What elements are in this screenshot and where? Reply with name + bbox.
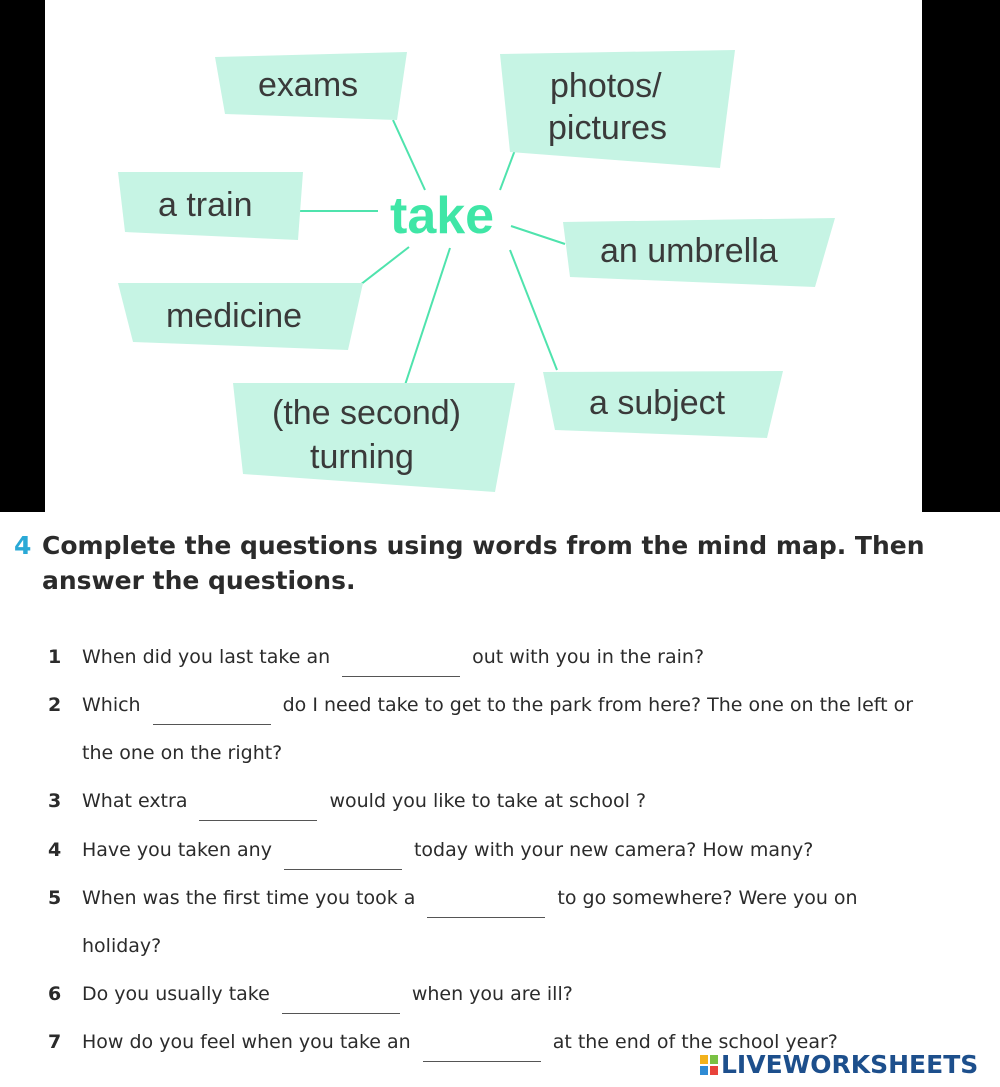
question-text-after: do I need take to get to the park from here? The one on the left or <box>282 694 914 716</box>
word-exams: exams <box>258 66 359 104</box>
question-5-continuation: holiday? <box>82 935 162 957</box>
question-text-after: when you are ill? <box>411 983 573 1005</box>
connector-subject <box>510 250 557 370</box>
answer-blank-5[interactable] <box>427 891 545 918</box>
connector-medicine <box>360 247 409 285</box>
word-photos-line1: photos/ <box>550 67 662 105</box>
question-number: 5 <box>48 887 62 909</box>
question-text-before: When was the first time you took a <box>82 887 416 909</box>
question-text-before: Do you usually take <box>82 983 270 1005</box>
question-2-continuation: the one on the right? <box>82 742 283 764</box>
right-black-bar <box>922 0 1000 512</box>
answer-blank-7[interactable] <box>423 1035 541 1062</box>
exercise-number: 4 <box>14 531 32 560</box>
liveworksheets-cube-icon <box>699 1054 719 1076</box>
answer-blank-6[interactable] <box>282 987 400 1014</box>
question-text-after: out with you in the rain? <box>472 646 705 668</box>
word-umbrella: an umbrella <box>600 232 778 270</box>
question-text-before: Which <box>82 694 141 716</box>
center-word-take: take <box>390 187 495 245</box>
instruction-line-1: Complete the questions using words from the mind map. Then <box>42 531 925 560</box>
question-text-after: at the end of the school year? <box>552 1031 838 1053</box>
question-text-after: today with your new camera? How many? <box>413 839 814 861</box>
word-turning-line1: (the second) <box>272 394 461 432</box>
answer-blank-1[interactable] <box>342 650 460 677</box>
answer-blank-4[interactable] <box>284 843 402 870</box>
connector-umbrella <box>511 226 565 244</box>
connector-photos <box>500 150 515 190</box>
connector-turning <box>405 248 450 385</box>
question-text-before: How do you feel when you take an <box>82 1031 411 1053</box>
question-number: 6 <box>48 983 62 1005</box>
instruction-line-2: answer the questions. <box>42 566 356 595</box>
answer-blank-2[interactable] <box>153 698 271 725</box>
word-medicine: medicine <box>166 297 303 335</box>
mind-map <box>45 0 922 512</box>
question-text-before: Have you taken any <box>82 839 272 861</box>
question-number: 2 <box>48 694 62 716</box>
question-number: 1 <box>48 646 62 668</box>
question-text-before: What extra <box>82 790 188 812</box>
question-number: 4 <box>48 839 62 861</box>
connector-exams <box>393 120 425 190</box>
word-turning-line2: turning <box>310 438 414 476</box>
word-train: a train <box>158 186 253 224</box>
question-text-before: When did you last take an <box>82 646 331 668</box>
exercise-heading <box>14 528 974 598</box>
answer-blank-3[interactable] <box>199 794 317 821</box>
liveworksheets-logo <box>699 1050 978 1079</box>
liveworksheets-logo-text: LIVEWORKSHEETS <box>721 1050 979 1079</box>
question-number: 3 <box>48 790 62 812</box>
word-subject: a subject <box>589 384 726 422</box>
question-number: 7 <box>48 1031 62 1053</box>
left-black-bar <box>0 0 45 512</box>
question-text-after: would you like to take at school ? <box>329 790 647 812</box>
word-photos-line2: pictures <box>548 109 668 147</box>
question-text-after: to go somewhere? Were you on <box>557 887 858 909</box>
